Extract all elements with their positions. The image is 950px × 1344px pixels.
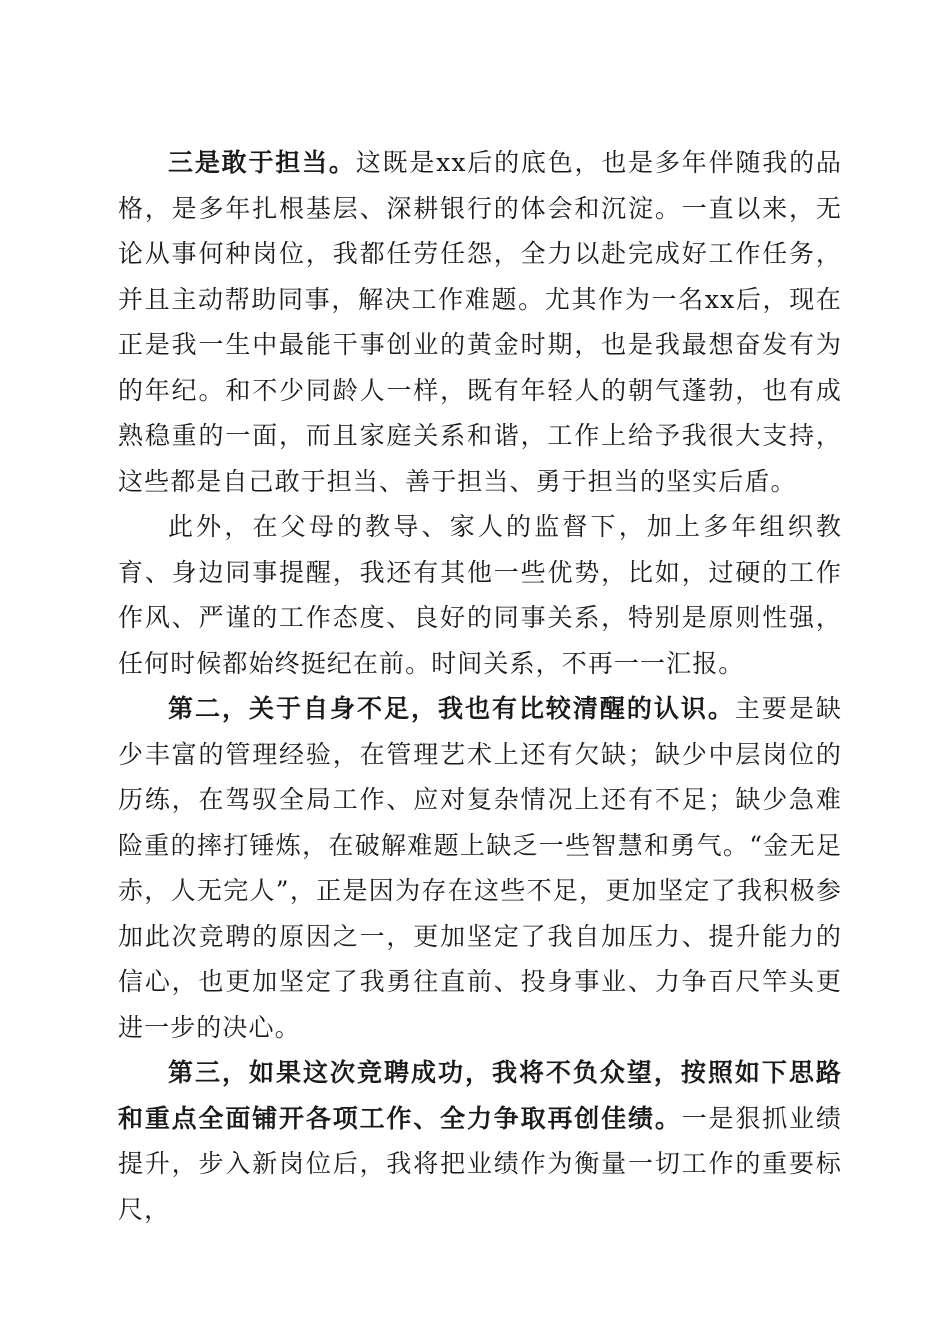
paragraph-lead: 第三，如果这次竞聘成功，我将不负众望，按照如下思路和重点全面铺开各项工作、全力争取再创佳绩。 [118,1058,842,1133]
paragraph-text: 主要是缺少丰富的管理经验，在管理艺术上还有欠缺；缺少中层岗位的历练，在驾驭全局工作、应对复杂情况上还有不足；缺少急难险重的摔打锤炼，在破解难题上缺乏一些智慧和勇气。“金无足赤，人无完人”，正是因为存在这些不足，更加坚定了我积极参加此次竞聘的原因之一，更加坚定了我自加压力、提升能力的信心，也更加坚定了我勇往直前、投身事业、力争百尺竿头更进一步的决心。 [118,694,842,1042]
paragraph-dare-to-take-responsibility [118,140,842,504]
paragraph-lead: 三是敢于担当。 [168,148,356,177]
paragraph-lead: 第二，关于自身不足，我也有比较清醒的认识。 [168,694,735,723]
paragraph-text: 一是狠抓业绩提升，步入新岗位后，我将把业绩作为衡量一切工作的重要标尺， [118,1103,842,1224]
document-body [118,140,842,1232]
paragraph-text: 这既是xx后的底色，也是多年伴随我的品格，是多年扎根基层、深耕银行的体会和沉淀。一直以来，无论从事何种岗位，我都任劳任怨，全力以赴完成好工作任务，并且主动帮助同事，解决工作难题。尤其作为一名xx后，现在正是我一生中最能干事创业的黄金时期，也是我最想奋发有为的年纪。和不少同龄人一样，既有年轻人的朝气蓬勃，也有成熟稳重的一面，而且家庭关系和谐，工作上给予我很大支持，这些都是自己敢于担当、善于担当、勇于担当的坚实后盾。 [118,148,842,496]
paragraph-shortcomings [118,686,842,1050]
paragraph-other-strengths [118,504,842,686]
paragraph-work-plan [118,1050,842,1232]
paragraph-text: 此外，在父母的教导、家人的监督下，加上多年组织教育、身边同事提醒，我还有其他一些优势，比如，过硬的工作作风、严谨的工作态度、良好的同事关系，特别是原则性强，任何时候都始终挺纪在前。时间关系，不再一一汇报。 [118,512,842,678]
